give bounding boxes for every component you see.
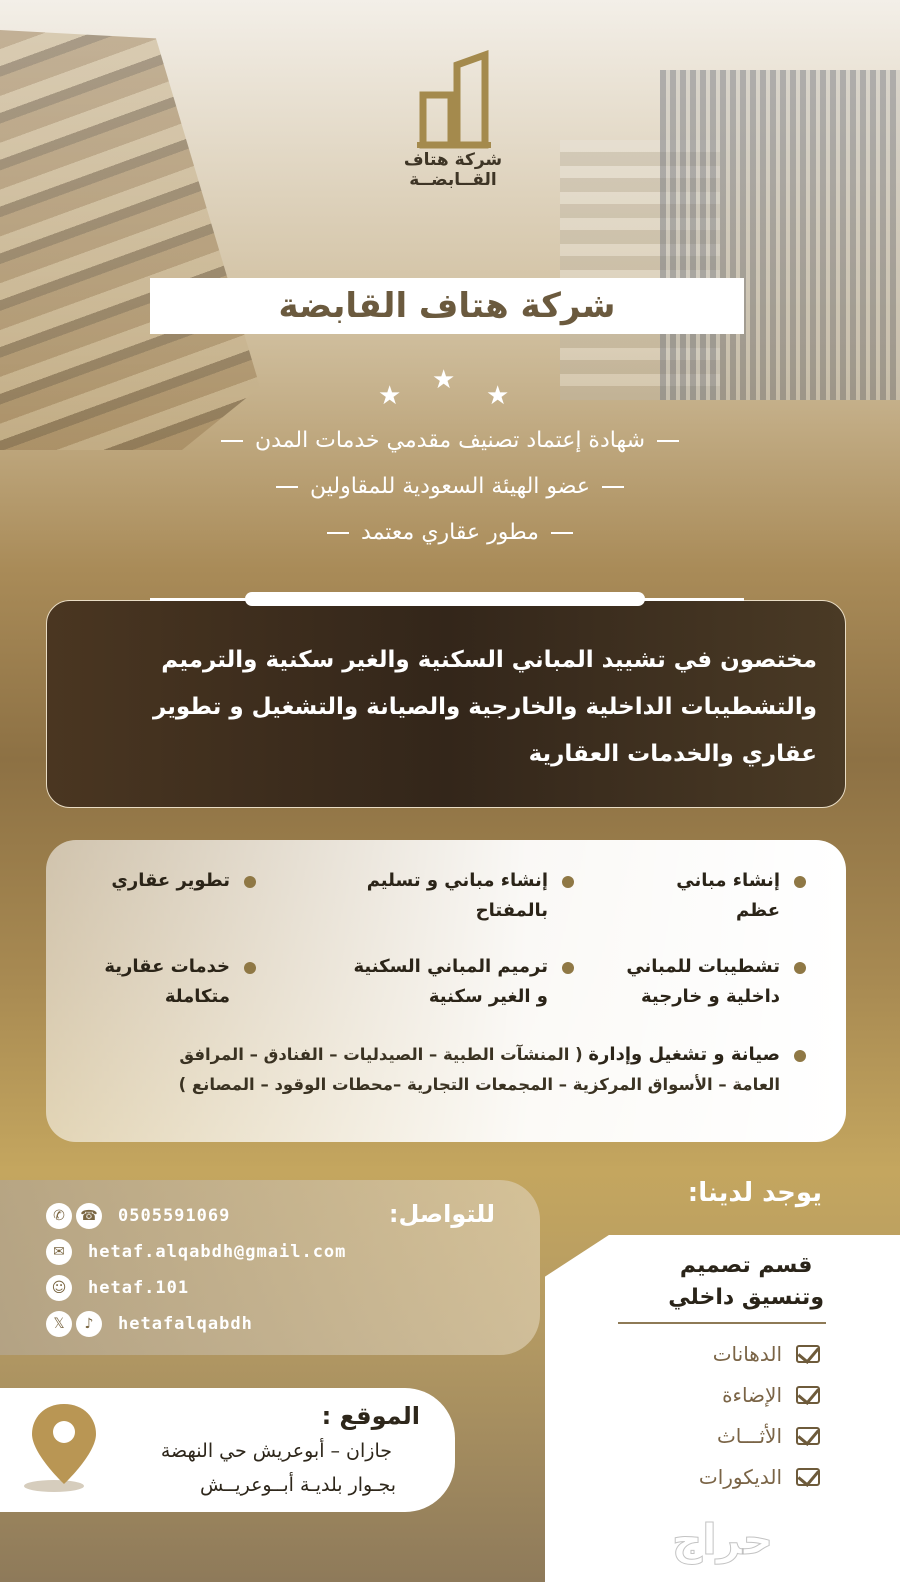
whatsapp-icon[interactable]: ✆ [46,1203,72,1229]
phone-number[interactable]: 0505591069 [118,1206,231,1226]
haraj-watermark: حراج [672,1515,774,1564]
checkbox-icon [796,1345,820,1363]
star-icon: ★ [486,381,510,411]
design-item-label: الإضاءة [722,1383,782,1407]
contact-email-row[interactable] [46,1238,346,1266]
bullet-icon [244,876,256,888]
design-divider [618,1322,826,1324]
snapchat-icon[interactable]: ☺ [46,1275,72,1301]
snapchat-handle[interactable]: hetaf.101 [88,1278,190,1298]
service-label: تشطيبات للمباني [626,956,780,977]
design-item-label: الأثـــاث [716,1424,782,1448]
page-title: شركة هتاف القابضة [278,286,616,326]
service-label: داخلية و خارجية [640,986,780,1007]
design-item-label: الدهانات [712,1342,782,1366]
specialization-line-3: عقاري والخدمات العقارية [528,741,817,767]
design-item [717,1424,820,1448]
service-item [70,952,230,1012]
service-label: و الغير سكنية [428,986,548,1007]
logo-line-2: القــابضــة [409,170,497,191]
logo-line-1: شركة هتاف [403,150,503,170]
service-label: عظم [736,900,780,921]
service-item-maintenance [100,1040,780,1100]
certification-text: مطور عقاري معتمد [361,520,539,545]
building-left-background [0,30,260,450]
bullet-icon [562,876,574,888]
specialization-line-2: والتشطيبات الداخلية والخارجية والصيانة والتشغيل و تطوير [152,694,817,720]
checkbox-icon [796,1468,820,1486]
service-label: ترميم المباني السكنية [353,956,548,977]
bullet-icon [794,876,806,888]
design-title-line: قسم تصميم [679,1253,813,1278]
social-handle[interactable]: hetafalqabdh [118,1314,253,1334]
company-logo [388,50,518,210]
certification-text: عضو الهيئة السعودية للمقاولين [310,474,590,499]
bullet-icon [794,1050,806,1062]
contact-title: للتواصل: [388,1200,495,1228]
service-label: خدمات عقارية [104,956,230,977]
bullet-icon [794,962,806,974]
location-line-2: بجـوار بلديـة أبــوعريــش [199,1474,396,1496]
design-item [722,1383,820,1407]
service-item [328,866,548,926]
design-item [713,1342,820,1366]
service-item [560,952,780,1012]
star-icon: ★ [378,381,402,411]
design-item [699,1465,820,1489]
bullet-icon [562,962,574,974]
service-label: إنشاء مباني و تسليم [366,870,548,891]
service-label: إنشاء مباني [676,870,780,891]
phone-icon[interactable]: ☎ [76,1203,102,1229]
email-icon[interactable]: ✉ [46,1239,72,1265]
service-label: تطوير عقاري [111,870,230,891]
design-title-line: وتنسيق داخلي [668,1285,824,1310]
service-detail: العامة – الأسواق المركزية – المجمعات التجارية –محطات الوقود – المصانع ) [178,1075,780,1094]
tiktok-icon[interactable]: ♪ [76,1311,102,1337]
contact-social-row[interactable] [46,1310,253,1338]
contact-phone-row[interactable] [46,1202,230,1230]
service-detail: ( المنشآت الطبية – الصيدليات – الفنادق – المرافق [179,1045,589,1064]
star-icon: ★ [432,365,456,395]
service-item [580,866,780,926]
bullet-icon [244,962,256,974]
we-have-title: يوجد لدينا: [687,1178,822,1208]
specialization-line-1: مختصون في تشييد المباني السكنية والغير سكنية والترميم [161,647,817,673]
certification-3 [0,520,900,545]
service-item [308,952,548,1012]
contact-snapchat-row[interactable] [46,1274,189,1302]
location-pin-icon [20,1400,98,1495]
service-label: متكاملة [164,986,230,1007]
building-right-background [660,70,900,400]
rating-stars [378,365,518,415]
certification-text: شهادة إعتماد تصنيف مقدمي خدمات المدن [254,428,646,453]
divider-pill [245,592,645,606]
service-label: صيانة و تشغيل وإدارة [588,1044,780,1065]
logo-building-icon [413,50,493,150]
x-twitter-icon[interactable]: 𝕏 [46,1311,72,1337]
location-line-1: جازان – أبوعريش حي النهضة [160,1440,392,1462]
certification-2 [0,474,900,499]
certification-1 [0,428,900,453]
specialization-box [46,600,846,808]
design-item-label: الديكورات [698,1465,782,1489]
design-department-title [668,1250,824,1314]
checkbox-icon [796,1427,820,1445]
service-item [70,866,230,896]
location-title: الموقع : [321,1402,420,1430]
email-address[interactable]: hetaf.alqabdh@gmail.com [88,1242,347,1262]
service-label: بالمفتاح [475,900,548,921]
checkbox-icon [796,1386,820,1404]
title-banner [150,278,744,334]
